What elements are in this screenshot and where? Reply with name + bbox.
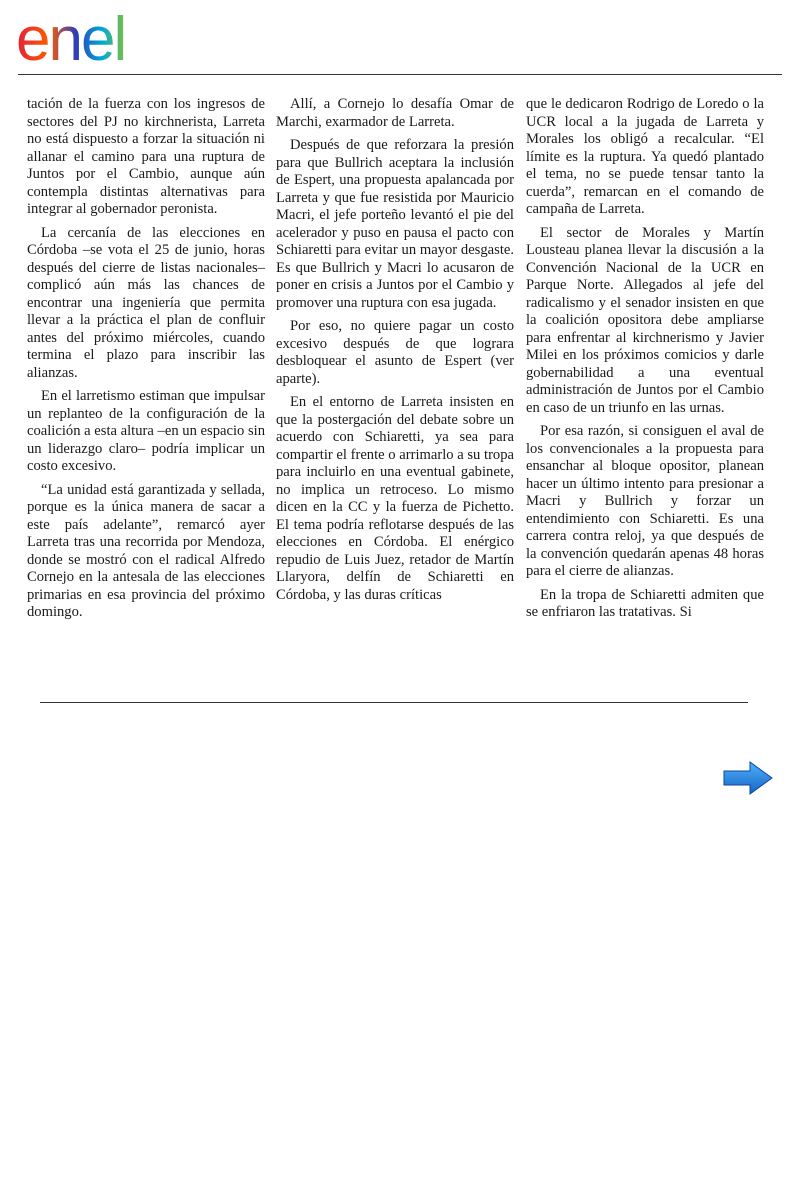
enel-logo <box>14 4 184 70</box>
paragraph: “La unidad está garantizada y sellada, porque es la única manera de sacar a este país adelante”, remarcó ayer Larreta tras una recorrida por Mendoza, donde se mostró con el radical Alfredo Cornejo en la antesala de las elecciones primarias en esa provincia del próximo domingo. <box>27 481 265 620</box>
paragraph: El sector de Morales y Martín Lousteau planea llevar la discusión a la Convención Nacional de la UCR en Parque Norte. Allegados al jefe del radicalismo y el senador insisten en que la coalición opositora debe ampliarse para enfrentar al kirchnerismo y Javier Milei en los próximos comicios y darle gobernabilidad a una eventual administración de Juntos por el Cambio en caso de un triunfo en las urnas. <box>526 224 764 416</box>
header-rule <box>18 74 782 75</box>
paragraph: tación de la fuerza con los ingresos de sectores del PJ no kirchnerista, Larreta no está dispuesto a forzar la situación ni allanar el camino para una ruptura de Juntos por el Cambio, aunque aún contempla distintas alternativas para integrar al gobernador peronista. <box>27 96 265 217</box>
paragraph: Por eso, no quiere pagar un costo excesivo después de que lograra desbloquear el asunto de Espert (ver aparte). <box>276 318 514 387</box>
paragraph: Después de que reforzara la presión para que Bullrich aceptara la inclusión de Espert, una propuesta apalancada por Larreta y que fue resistida por Mauricio Macri, el jefe porteño levantó el pie del acelerador y puso en pausa el pacto con Schiaretti para evitar un mayor desgaste. Es que Bullrich y Macri lo acusaron de poner en crisis a Juntos por el Cambio y promover una ruptura con esa jugada. <box>276 137 514 311</box>
paragraph: Allí, a Cornejo lo desafía Omar de Marchi, exarmador de Larreta. <box>276 96 514 130</box>
paragraph: que le dedicaron Rodrigo de Loredo o la UCR local a la jugada de Larreta y Morales los obligó a recalcular. “El límite es la ruptura. Ya quedó plantado el tema, no se puede tensar tanto la cuerda”, remarcan en el comando de campaña de Larreta. <box>526 96 764 217</box>
paragraph: La cercanía de las elecciones en Córdoba –se vota el 25 de junio, horas después del cierre de listas nacionales– complicó aún más las chances de encontrar una ingeniería que permita llevar a la práctica el plan de confluir antes del próximo miércoles, cuando termina el plazo para inscribir las alianzas. <box>27 224 265 381</box>
paragraph: En el entorno de Larreta insisten en que la postergación del debate sobre un acuerdo con Schiaretti, ya sea para compartir el frente o arrimarlo a su tropa para incluirlo en una eventual gabinete, no implica un retroceso. Lo mismo dicen en la CC y la fuerza de Pichetto. El tema podría reflotarse después de las elecciones en Córdoba. El enérgico repudio de Luis Juez, retador de Martín Llaryora, delfín de Schiaretti en Córdoba, y las duras críticas <box>276 394 514 603</box>
paragraph: En la tropa de Schiaretti admiten que se enfriaron las tratativas. Si <box>526 586 764 620</box>
footer-rule <box>40 702 748 703</box>
enel-logo-mark <box>14 4 184 70</box>
paragraph: Por esa razón, si consiguen el aval de los convencionales a la propuesta para ensanchar al bloque opositor, planean hacer un último intento para presionar a Macri y Bullrich y forzar un entendimiento con Schiaretti. Es una carrera contra reloj, ya que después de la convención quedarán apenas 48 horas para el cierre de alianzas. <box>526 423 764 579</box>
article-column-3 <box>526 96 764 628</box>
article-column-1 <box>27 96 265 628</box>
right-arrow-icon[interactable] <box>722 760 774 796</box>
paragraph: En el larretismo estiman que impulsar un replanteo de la configuración de la coalición a esta altura –en un espacio sin un liderazgo claro– podría implicar un costo excesivo. <box>27 388 265 474</box>
next-page-arrow[interactable] <box>722 760 774 796</box>
logo-wordmark: enel <box>16 5 126 70</box>
article-column-2 <box>276 96 514 610</box>
